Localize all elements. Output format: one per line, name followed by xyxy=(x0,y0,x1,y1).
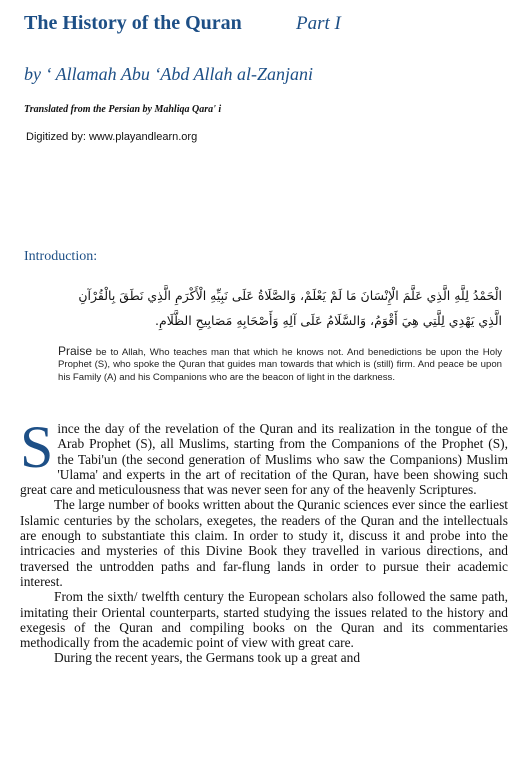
paragraph: The large number of books written about the Quranic sciences ever since the earliest Islamic centuries by the scholars, exegetes, the readers of the Quran and the intellectuals are enough to substantiate this claim. In order to study it, discuss it and probe into the intricacies and mysteries of this Divine Book they travelled in various directions, and traversed the untrodden paths and far-flung lands in order to pursue their academic interest. xyxy=(20,497,508,589)
part-label: Part I xyxy=(296,13,341,34)
paragraph-text: ince the day of the revelation of the Quran and its realization in the tongue of the Arab Prophet (S), all Muslims, starting from the Companions of the Prophet (S), the Tabi'un (the second generation of Muslims who saw the Companions) Muslim 'Ulama' and experts in the art of recitation of the Quran, have been showing such great care and meticulousness that was never seen for any of the heavenly Scriptures. xyxy=(20,421,508,498)
arabic-invocation xyxy=(24,283,502,333)
arabic-line: الَّذِي يَهْدِي لِلَّتِي هِيَ أَقْوَمُ، وَالسَّلَامُ عَلَى آلِهِ وَأَصْحَابِهِ مَصَابِيحِ الظَّلَامِ. xyxy=(155,313,502,328)
translator-credit: Translated from the Persian by Mahliqa Qara' i xyxy=(24,104,222,115)
digitized-credit: Digitized by: www.playandlearn.org xyxy=(26,131,198,143)
paragraph xyxy=(20,414,508,498)
arabic-line: الْحَمْدُ لِلَّهِ الَّذِي عَلَّمَ الْإِنْسَانَ مَا لَمْ يَعْلَمْ، وَالصَّلَاةُ عَلَى نَبِيِّهِ الْأَكْرَمِ الَّذِي نَطَقَ بِالْقُرْآنِ xyxy=(78,288,502,303)
translation-text: be to Allah, Who teaches man that which he knows not. And benedictions be upon the Holy Prophet (S), who spoke the Quran that guides man towards that which is (still) firm. And peace be upon his Family (A) and his Companions who are the beacon of light in the darkness. xyxy=(58,347,502,383)
body-text xyxy=(20,414,508,666)
author-byline: by ‘ Allamah Abu ‘Abd Allah al-Zanjani xyxy=(24,64,313,84)
invocation-translation xyxy=(58,345,502,384)
introduction-heading: Introduction: xyxy=(24,249,98,264)
paragraph: From the sixth/ twelfth century the European scholars also followed the same path, imitating their Oriental counterparts, started studying the issues related to the history and exegesis of the Quran and compiling books on the Quran and its commentaries methodically from the academic point of view with great care. xyxy=(20,589,508,651)
translation-first-word: Praise xyxy=(58,344,93,358)
document-title: The History of the Quran xyxy=(24,12,242,34)
paragraph: During the recent years, the Germans took up a great and xyxy=(54,650,361,666)
drop-cap: S xyxy=(20,414,54,480)
